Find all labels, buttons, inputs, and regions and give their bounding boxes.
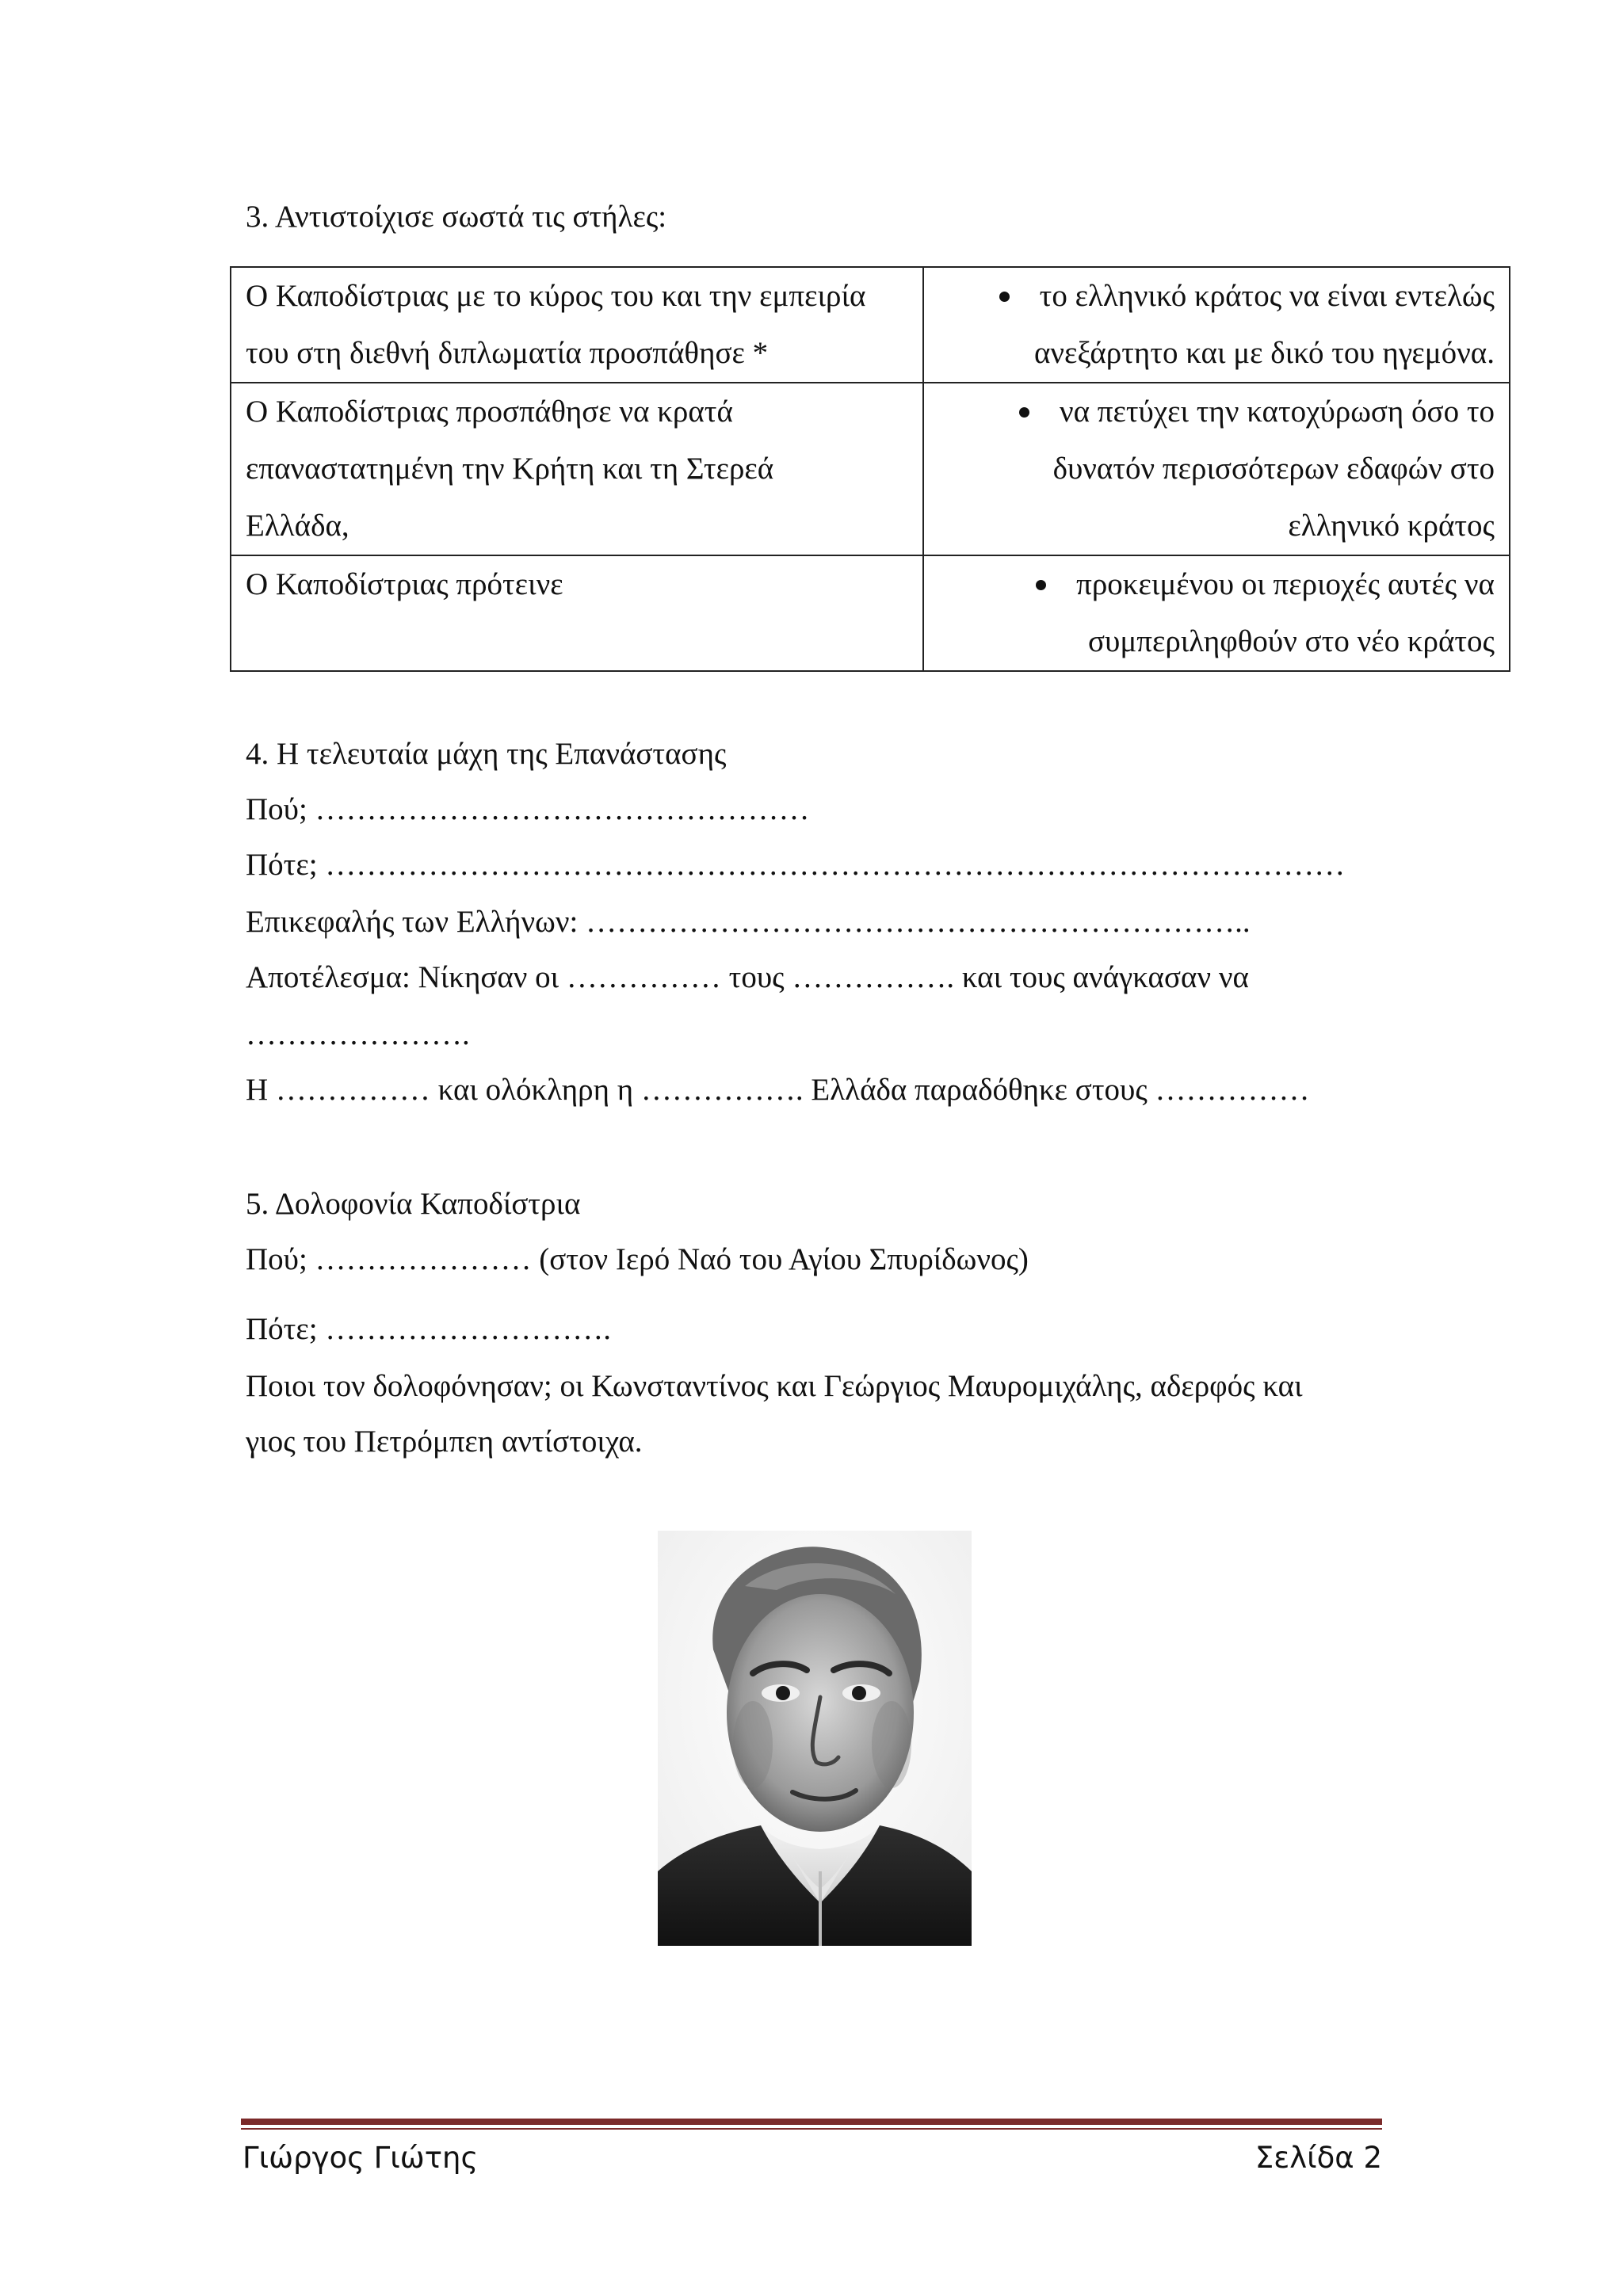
q4-when: Πότε; ……………………………………………………………………………………… <box>246 848 1346 882</box>
cell-line: συμπεριληφθούν στο νέο κράτος <box>1088 624 1495 658</box>
cell-line <box>938 268 1495 325</box>
cell-text: προκειμένου οι περιοχές αυτές να <box>1076 567 1495 601</box>
cell-line: ελληνικό κράτος <box>1288 509 1495 543</box>
table-cell-right <box>923 383 1510 555</box>
table-cell-left <box>231 267 923 383</box>
cell-line: Ελλάδα, <box>246 509 349 543</box>
cell-line: του στη διεθνή διπλωματία προσπάθησε * <box>246 336 769 370</box>
q3-heading: 3. Αντιστοίχισε σωστά τις στήλες: <box>246 200 667 234</box>
q5-who: Ποιοι τον δολοφόνησαν; οι Κωνσταντίνος και Γεώργιος Μαυρομιχάλης, αδερφός και <box>246 1369 1303 1403</box>
portrait-kapodistrias-icon <box>658 1531 972 1946</box>
bullet-icon <box>1019 407 1029 418</box>
table-cell-left <box>231 383 923 555</box>
q4-leader: Επικεφαλής των Ελλήνων: ……………………………………………………….. <box>246 905 1251 939</box>
portrait-image <box>658 1531 972 1946</box>
q5-who-cont: γιος του Πετρόμπεη αντίστοιχα. <box>246 1425 643 1459</box>
cell-line <box>938 556 1495 613</box>
table-cell-right <box>923 267 1510 383</box>
footer-author: Γιώργος Γιώτης <box>242 2141 479 2175</box>
bullet-icon <box>999 292 1010 302</box>
footer-rule-thin <box>241 2128 1382 2130</box>
q4-result: Αποτέλεσμα: Νίκησαν οι …………… τους ……………. και τους ανάγκασαν να <box>246 960 1249 994</box>
table-row <box>231 267 1510 383</box>
table-cell-left <box>231 555 923 671</box>
cell-line: δυνατόν περισσότερων εδαφών στο <box>1052 452 1495 486</box>
cell-line: ανεξάρτητο και με δικό του ηγεμόνα. <box>1033 336 1495 370</box>
cell-line: Ο Καποδίστριας με το κύρος του και την εμπειρία <box>246 279 866 313</box>
cell-text: να πετύχει την κατοχύρωση όσο το <box>1059 395 1495 429</box>
table-cell-right <box>923 555 1510 671</box>
q4-surrender: Η …………… και ολόκληρη η ……………. Ελλάδα παραδόθηκε στους …………… <box>246 1073 1310 1107</box>
cell-line: Ο Καποδίστριας προσπάθησε να κρατά <box>246 395 733 429</box>
q4-heading: 4. Η τελευταία μάχη της Επανάστασης <box>246 737 727 771</box>
q5-when: Πότε; ………………………. <box>246 1312 612 1346</box>
footer-rule <box>241 2119 1382 2125</box>
table-row <box>231 555 1510 671</box>
table-row <box>231 383 1510 555</box>
cell-line: Ο Καποδίστριας πρότεινε <box>246 567 563 601</box>
matching-table <box>230 266 1510 672</box>
q4-where: Πού; ………………………………………… <box>246 792 810 826</box>
bullet-icon <box>1036 580 1046 590</box>
footer-page-number: Σελίδα 2 <box>1254 2141 1382 2175</box>
cell-line <box>938 383 1495 441</box>
cell-line: επαναστατημένη την Κρήτη και τη Στερεά <box>246 452 774 486</box>
q5-heading: 5. Δολοφονία Καποδίστρια <box>246 1187 581 1221</box>
cell-text: το ελληνικό κράτος να είναι εντελώς <box>1039 279 1495 313</box>
q5-where: Πού; ………………… (στον Ιερό Ναό του Αγίου Σπυρίδωνος) <box>246 1242 1029 1276</box>
q4-result-cont: …………………. <box>246 1017 470 1051</box>
